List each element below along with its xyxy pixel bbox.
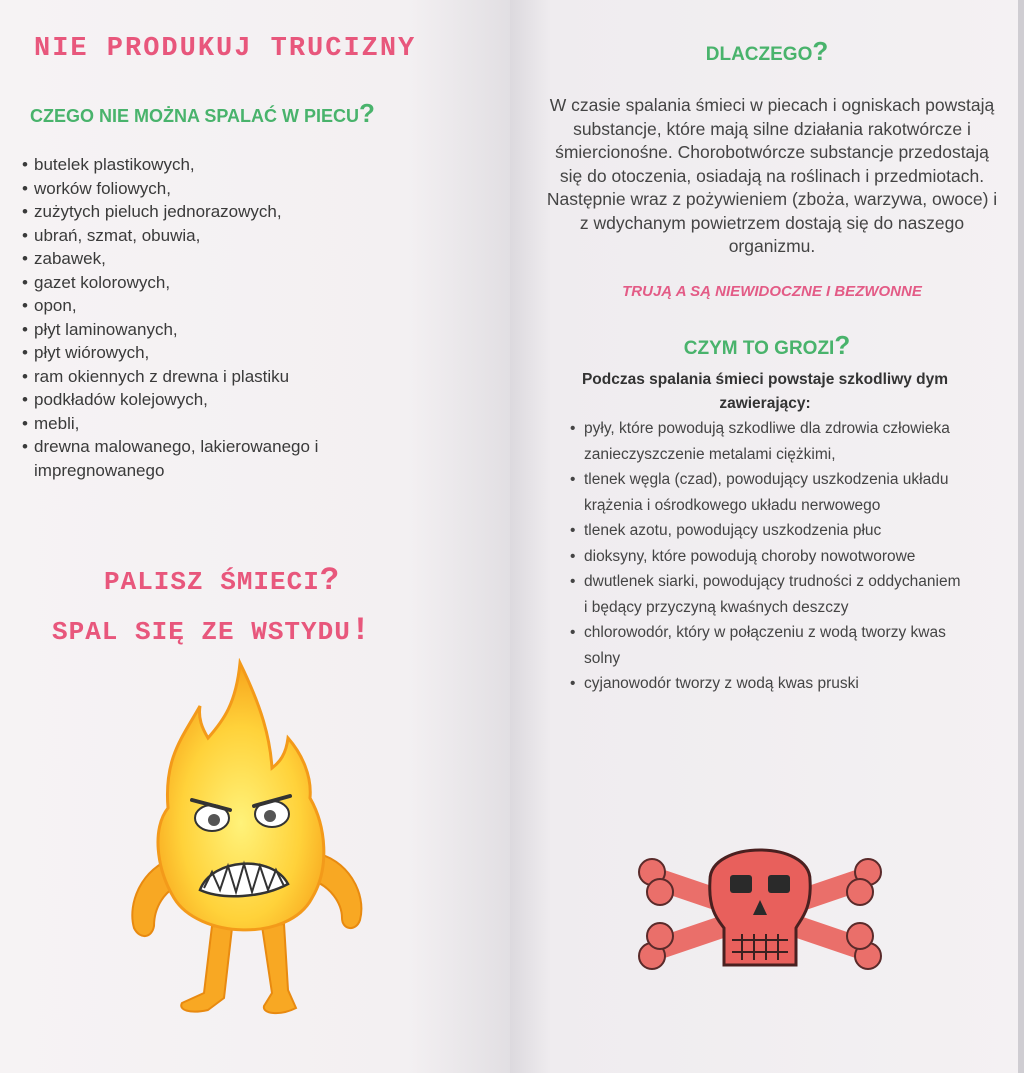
list-item: • butelek plastikowych, (20, 153, 374, 177)
question-mark: ? (834, 330, 851, 360)
list-item: • opon, (20, 294, 374, 318)
slogan-text: PALISZ ŚMIECI (104, 567, 320, 597)
question-mark: ? (359, 98, 375, 128)
list-item: • zużytych pieluch jednorazowych, (20, 200, 374, 224)
section-heading-text: DLACZEGO (705, 44, 813, 65)
exclamation-mark: ! (350, 612, 372, 649)
left-page (0, 0, 510, 1073)
list-item: • pyły, które powodują szkodliwe dla zdrowia człowieka zanieczyszczenie metalami ciężkimi, (568, 416, 968, 467)
list-item: • podkładów kolejowych, (20, 388, 374, 412)
list-item: • zabawek, (20, 247, 374, 271)
list-item: • płyt laminowanych, (20, 318, 374, 342)
list-item: • drewna malowanego, lakierowanego i impregnowanego (20, 435, 374, 482)
section-heading-why (510, 36, 1024, 67)
list-item: • ram okiennych z drewna i plastiku (20, 365, 374, 389)
question-mark: ? (812, 36, 829, 66)
list-item: • dwutlenek siarki, powodujący trudności z oddychaniem i będący przyczyną kwaśnych deszczy (568, 569, 968, 620)
list-item: • worków foliowych, (20, 177, 374, 201)
slogan-line-1 (104, 562, 340, 599)
section-heading-text: CZEGO NIE MOŻNA SPALAĆ W PIECU (30, 106, 360, 126)
skull-crossbones-icon (630, 820, 890, 980)
harmful-smoke-intro: Podczas spalania śmieci powstaje szkodliwy dym zawierający: (581, 371, 949, 412)
list-item: • cyjanowodór tworzy z wodą kwas pruski (568, 671, 968, 697)
right-page (510, 0, 1024, 1073)
list-item: • tlenek azotu, powodujący uszkodzenia płuc (568, 518, 968, 544)
page-edge (1018, 0, 1024, 1073)
list-item: • ubrań, szmat, obuwia, (20, 224, 374, 248)
list-item: • gazet kolorowych, (20, 271, 374, 295)
warning-text: TRUJĄ A SĄ NIEWIDOCZNE I BEZWONNE (622, 283, 922, 300)
explanation-paragraph: W czasie spalania śmieci w piecach i ogniskach powstają substancje, które mają silne działania rakotwórcze i śmiercionośne. Chorobotwórcze substancje przedostają się do otoczenia, osiadają na roślinach i przedmiotach. Następnie wraz z pożywieniem (zboża, warzywa, owoce) i z wdychanym powietrzem dostają się do naszego organizmu. (546, 95, 998, 256)
section-heading-what-not-to-burn (30, 98, 375, 129)
section-heading-threats (510, 330, 1024, 361)
section-heading-text: CZYM TO GROZI (683, 338, 835, 359)
list-item: • płyt wiórowych, (20, 341, 374, 365)
list-item: • tlenek węgla (czad), powodujący uszkodzenia układu krążenia i ośrodkowego układu nerwowego (568, 467, 968, 518)
slogan-line-2 (52, 612, 371, 649)
list-item: • chlorowodór, który w połączeniu z wodą tworzy kwas solny (568, 620, 968, 671)
page-title: NIE PRODUKUJ TRUCIZNY (34, 34, 417, 64)
slogan-text: SPAL SIĘ ZE WSTYDU (52, 617, 351, 647)
forbidden-items-list (20, 153, 374, 482)
harmful-substances-list (568, 416, 968, 697)
question-mark: ? (319, 562, 341, 599)
list-item: • dioksyny, które powodują choroby nowotworowe (568, 544, 968, 570)
angry-flame-character-icon (112, 658, 382, 1028)
list-item: • mebli, (20, 412, 374, 436)
